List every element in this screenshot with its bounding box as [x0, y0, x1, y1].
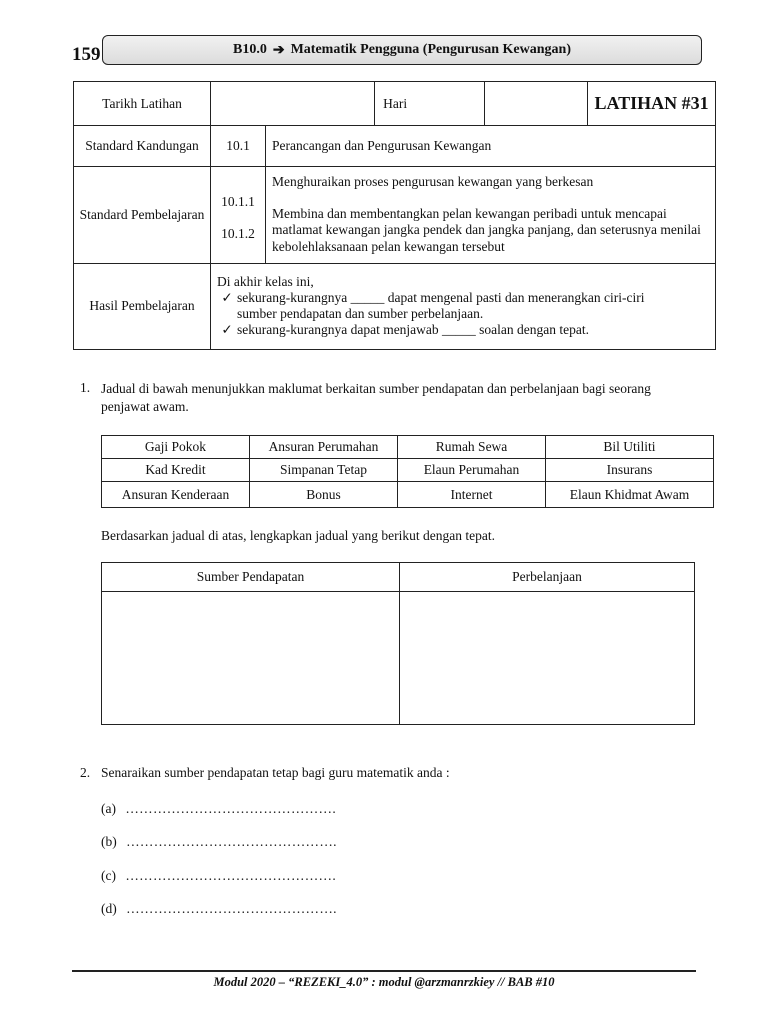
table-cell: Elaun Perumahan [398, 459, 546, 482]
hasil-label: Hasil Pembelajaran [74, 263, 211, 349]
table-cell: Bonus [250, 482, 398, 508]
table-row [102, 482, 714, 508]
footer-text: Modul 2020 – “REZEKI_4.0” : modul @arzmanrzkiey // BAB #10 [213, 975, 555, 989]
table-row [102, 459, 714, 482]
tarikh-label: Tarikh Latihan [74, 82, 211, 126]
chapter-banner [102, 35, 702, 65]
chapter-code: B10.0 [233, 42, 267, 57]
table-cell: Gaji Pokok [102, 436, 250, 459]
sp-texts [266, 167, 716, 264]
table-cell: Rumah Sewa [398, 436, 546, 459]
footer-divider [72, 970, 696, 972]
answer-dots: ………………………………………. [125, 801, 337, 816]
table-cell: Elaun Khidmat Awam [546, 482, 714, 508]
q1-instruction: Berdasarkan jadual di atas, lengkapkan jadual yang berikut dengan tepat. [101, 528, 495, 543]
answer-label: (a) [101, 801, 116, 816]
income-answer-cell[interactable] [102, 592, 400, 725]
sp-codes [211, 167, 266, 264]
hari-label: Hari [375, 82, 485, 126]
hasil-point-1-text: sekurang-kurangnya _____ dapat mengenal pasti dan menerangkan ciri-ciri sumber pendapatan dan sumber perbelanjaan. [237, 290, 645, 322]
tarikh-value[interactable] [211, 82, 375, 126]
table-cell: Kad Kredit [102, 459, 250, 482]
sp-text-2: Membina dan membentangkan pelan kewangan peribadi untuk mencapai matlamat kewangan jangka pendek dan jangka panjang, dan seterusnya menilai kebolehlaksanaan pelan kewangan tersebut [272, 206, 701, 254]
table-cell: Insurans [546, 459, 714, 482]
lesson-info-table [73, 81, 716, 350]
sk-code: 10.1 [211, 126, 266, 167]
sp-code-1: 10.1.1 [221, 193, 255, 209]
answer-label: (b) [101, 834, 117, 849]
page-number: 159 [72, 44, 101, 65]
answer-line-b[interactable] [101, 834, 337, 850]
standard-pembelajaran-label: Standard Pembelajaran [74, 167, 211, 264]
answer-dots: ………………………………………. [126, 834, 337, 849]
answer-line-d[interactable] [101, 901, 337, 917]
sp-code-2: 10.1.2 [221, 225, 255, 241]
check-icon: ✓ [221, 290, 233, 306]
q1-number: 1. [80, 380, 91, 395]
q1-text: Jadual di bawah menunjukkan maklumat berkaitan sumber pendapatan dan perbelanjaan bagi seorang penjawat awam. [101, 381, 651, 414]
hasil-content [211, 263, 716, 349]
sk-text: Perancangan dan Pengurusan Kewangan [266, 126, 716, 167]
table-cell: Simpanan Tetap [250, 459, 398, 482]
table-cell: Ansuran Perumahan [250, 436, 398, 459]
answer-dots: ………………………………………. [126, 901, 337, 916]
sp-text-1: Menghuraikan proses pengurusan kewangan yang berkesan [272, 174, 594, 189]
answer-label: (d) [101, 901, 117, 916]
answer-label: (c) [101, 868, 116, 883]
check-icon: ✓ [221, 322, 233, 338]
answer-dots: ………………………………………. [125, 868, 337, 883]
col-expense-header: Perbelanjaan [400, 563, 695, 592]
latihan-title: LATIHAN #31 [588, 82, 716, 126]
chapter-title: Matematik Pengguna (Pengurusan Kewangan) [290, 42, 571, 57]
col-income-header: Sumber Pendapatan [102, 563, 400, 592]
hasil-point-1 [217, 290, 709, 322]
table-cell: Internet [398, 482, 546, 508]
arrow-icon: ➔ [272, 42, 285, 58]
q2-number: 2. [80, 765, 91, 780]
q1-items-table [101, 435, 714, 508]
hasil-intro: Di akhir kelas ini, [217, 273, 314, 289]
answer-line-c[interactable] [101, 868, 336, 884]
table-cell: Ansuran Kenderaan [102, 482, 250, 508]
answer-line-a[interactable] [101, 801, 336, 817]
hasil-point-2-text: sekurang-kurangnya dapat menjawab _____ soalan dengan tepat. [237, 322, 590, 338]
table-cell: Bil Utiliti [546, 436, 714, 459]
standard-kandungan-label: Standard Kandungan [74, 126, 211, 167]
hari-value[interactable] [485, 82, 588, 126]
hasil-point-2 [217, 322, 709, 338]
q1-answer-table [101, 562, 695, 725]
table-row [102, 436, 714, 459]
q2-text: Senaraikan sumber pendapatan tetap bagi guru matematik anda : [101, 765, 450, 780]
expense-answer-cell[interactable] [400, 592, 695, 725]
